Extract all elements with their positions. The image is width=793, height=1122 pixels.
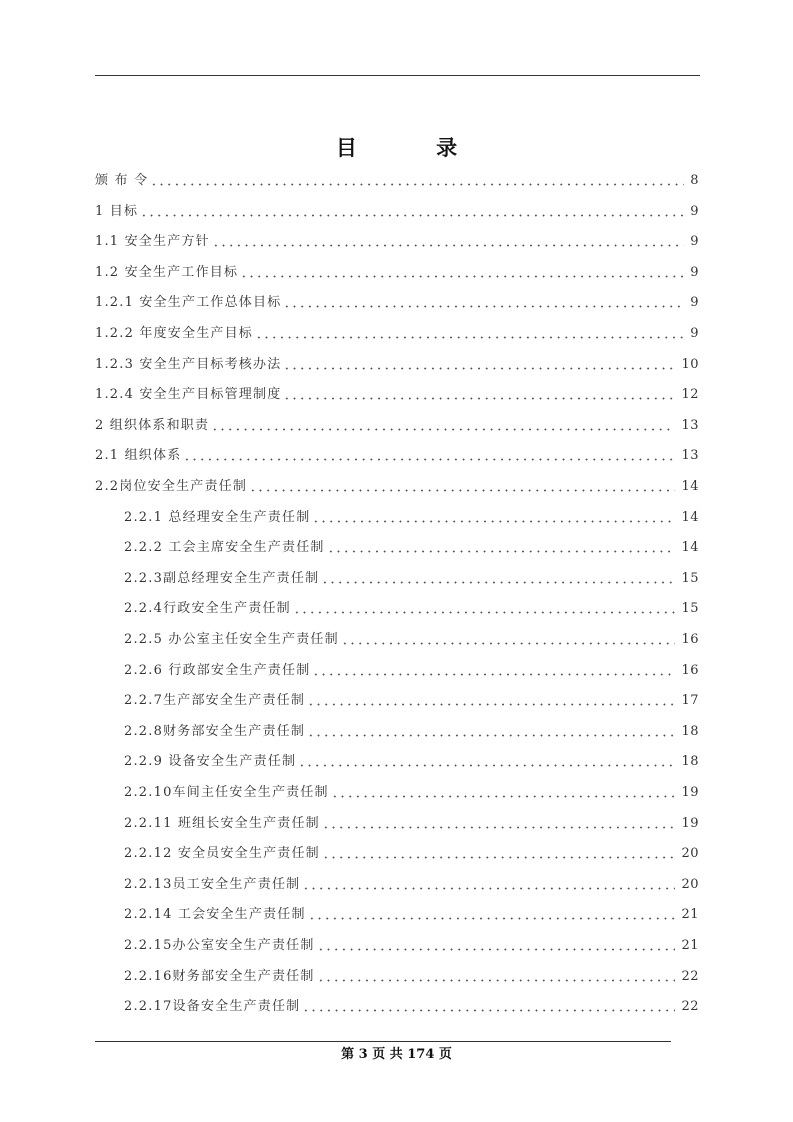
toc-dot-leader [317, 979, 676, 982]
toc-title: 目 录 [335, 135, 494, 160]
toc-entry[interactable] [95, 325, 699, 343]
toc-entry-page: 14 [681, 509, 699, 525]
toc-entry[interactable] [124, 876, 699, 894]
toc-entry-page: 20 [681, 876, 699, 892]
toc-entry-label: 2.2.8财务部安全生产责任制 [124, 723, 306, 739]
toc-entry-label: 2.2.17设备安全生产责任制 [124, 999, 301, 1015]
toc-entry[interactable] [124, 692, 699, 710]
toc-entry-page: 9 [690, 326, 699, 341]
toc-entry-label: 2.2.16财务部安全生产责任制 [124, 968, 315, 984]
toc-entry[interactable] [95, 386, 699, 404]
toc-entry[interactable] [95, 233, 699, 251]
toc-entry[interactable] [124, 845, 699, 863]
toc-dot-leader [183, 458, 675, 461]
toc-dot-leader [302, 1009, 675, 1012]
page-footer: 第 3 页 共 174 页 [341, 1047, 452, 1062]
toc-entry-page: 22 [681, 968, 699, 984]
toc-entry[interactable] [124, 998, 699, 1016]
toc-dot-leader [341, 642, 676, 645]
toc-entry[interactable] [124, 539, 699, 557]
toc-entry[interactable] [124, 570, 699, 588]
toc-entry-label: 2.2.1 总经理安全生产责任制 [124, 509, 311, 525]
toc-dot-leader [283, 367, 675, 370]
toc-dot-leader [255, 336, 684, 339]
toc-entry-label: 2.2.11 班组长安全生产责任制 [124, 815, 320, 831]
toc-entry[interactable] [95, 478, 699, 496]
toc-entry-label: 1 目标 [95, 203, 139, 219]
toc-entry-page: 14 [681, 479, 699, 494]
toc-entry-page: 18 [681, 723, 699, 739]
toc-entry[interactable] [124, 906, 699, 924]
toc-entry[interactable] [124, 631, 699, 649]
toc-entry-page: 15 [681, 601, 699, 617]
toc-entry-label: 2.2.15办公室安全生产责任制 [124, 938, 315, 953]
footer-rule [95, 1041, 671, 1042]
toc-entry[interactable] [95, 294, 699, 312]
toc-entry-label: 2.2.12 安全员安全生产责任制 [124, 846, 320, 862]
toc-entry[interactable] [124, 723, 699, 741]
toc-entry-label: 2.2.9 设备安全生产责任制 [124, 754, 297, 770]
toc-dot-leader [307, 734, 675, 737]
toc-dot-leader [317, 948, 676, 951]
toc-entry-page: 22 [681, 999, 699, 1015]
toc-entry-page: 18 [681, 754, 699, 770]
toc-dot-leader [150, 183, 684, 186]
toc-entry-label: 2.2.10车间主任安全生产责任制 [124, 785, 329, 800]
toc-entry[interactable] [95, 356, 699, 374]
toc-entry-page: 17 [681, 693, 699, 709]
toc-entry-label: 2.1 组织体系 [95, 448, 182, 464]
toc-entry-page: 16 [681, 632, 699, 647]
toc-entry[interactable] [124, 968, 699, 986]
toc-entry[interactable] [95, 264, 699, 282]
toc-entry[interactable] [124, 784, 699, 802]
toc-entry[interactable] [124, 509, 699, 527]
toc-entry[interactable] [95, 417, 699, 435]
toc-dot-leader [307, 703, 675, 706]
toc-entry-page: 9 [690, 264, 699, 280]
toc-entry-page: 9 [690, 203, 699, 219]
toc-entry[interactable] [124, 600, 699, 618]
toc-entry-label: 2 组织体系和职责 [95, 417, 210, 433]
toc-entry-page: 19 [681, 815, 699, 831]
toc-entry-page: 15 [681, 570, 699, 586]
toc-entry-page: 10 [681, 356, 699, 372]
toc-dot-leader [140, 214, 684, 217]
toc-entry-label: 2.2.4行政安全生产责任制 [124, 601, 291, 617]
toc-entry-page: 9 [690, 295, 699, 311]
toc-entry[interactable] [124, 937, 699, 955]
toc-dot-leader [240, 275, 684, 278]
toc-dot-leader [302, 887, 675, 890]
toc-entry-label: 1.2.3 安全生产目标考核办法 [95, 356, 282, 372]
toc-dot-leader [322, 826, 676, 829]
toc-entry-page: 19 [681, 785, 699, 800]
toc-entry-label: 1.2.2 年度安全生产目标 [95, 326, 254, 341]
toc-dot-leader [312, 520, 675, 523]
toc-entry-label: 2.2.14 工会安全生产责任制 [124, 907, 306, 923]
toc-dot-leader [331, 795, 676, 798]
toc-dot-leader [312, 673, 675, 676]
toc-entry-label: 2.2.2 工会主席安全生产责任制 [124, 540, 325, 556]
toc-entry-page: 13 [681, 448, 699, 464]
toc-entry-label: 1.1 安全生产方针 [95, 234, 210, 250]
toc-entry[interactable] [124, 815, 699, 833]
toc-entry-page: 21 [681, 938, 699, 953]
toc-entry-page: 20 [681, 846, 699, 862]
toc-dot-leader [249, 489, 675, 492]
toc-dot-leader [321, 581, 675, 584]
toc-entry[interactable] [124, 753, 699, 771]
toc-dot-leader [327, 550, 676, 553]
toc-entry-page: 16 [681, 662, 699, 678]
toc-entry-label: 2.2.6 行政部安全生产责任制 [124, 662, 311, 678]
toc-dot-leader [283, 305, 684, 308]
toc-entry-label: 2.2.5 办公室主任安全生产责任制 [124, 632, 339, 647]
toc-entry-page: 14 [681, 540, 699, 556]
toc-dot-leader [293, 611, 676, 614]
toc-entry-page: 12 [681, 387, 699, 403]
toc-entry[interactable] [95, 203, 699, 221]
toc-entry-label: 1.2.4 安全生产目标管理制度 [95, 387, 282, 403]
toc-entry-label: 2.2.13员工安全生产责任制 [124, 876, 301, 892]
toc-entry-label: 1.2 安全生产工作目标 [95, 264, 239, 280]
toc-dot-leader [212, 244, 684, 247]
toc-entry-label: 颁 布 令 [95, 173, 149, 188]
toc-entry-page: 9 [690, 234, 699, 250]
toc-dot-leader [322, 856, 676, 859]
toc-entry-label: 2.2岗位安全生产责任制 [95, 479, 248, 494]
toc-dot-leader [211, 428, 675, 431]
toc-entry-page: 21 [681, 907, 699, 923]
toc-entry-label: 2.2.7生产部安全生产责任制 [124, 693, 306, 709]
toc-entry[interactable] [124, 662, 699, 680]
toc-entry-label: 2.2.3副总经理安全生产责任制 [124, 570, 320, 586]
toc-entry-page: 8 [690, 173, 699, 188]
toc-entry[interactable] [95, 172, 699, 190]
toc-dot-leader [283, 397, 675, 400]
toc-entry[interactable] [95, 447, 699, 465]
toc-dot-leader [308, 917, 676, 920]
toc-entry-label: 1.2.1 安全生产工作总体目标 [95, 295, 282, 311]
toc-dot-leader [298, 764, 675, 767]
toc-entry-page: 13 [681, 417, 699, 433]
